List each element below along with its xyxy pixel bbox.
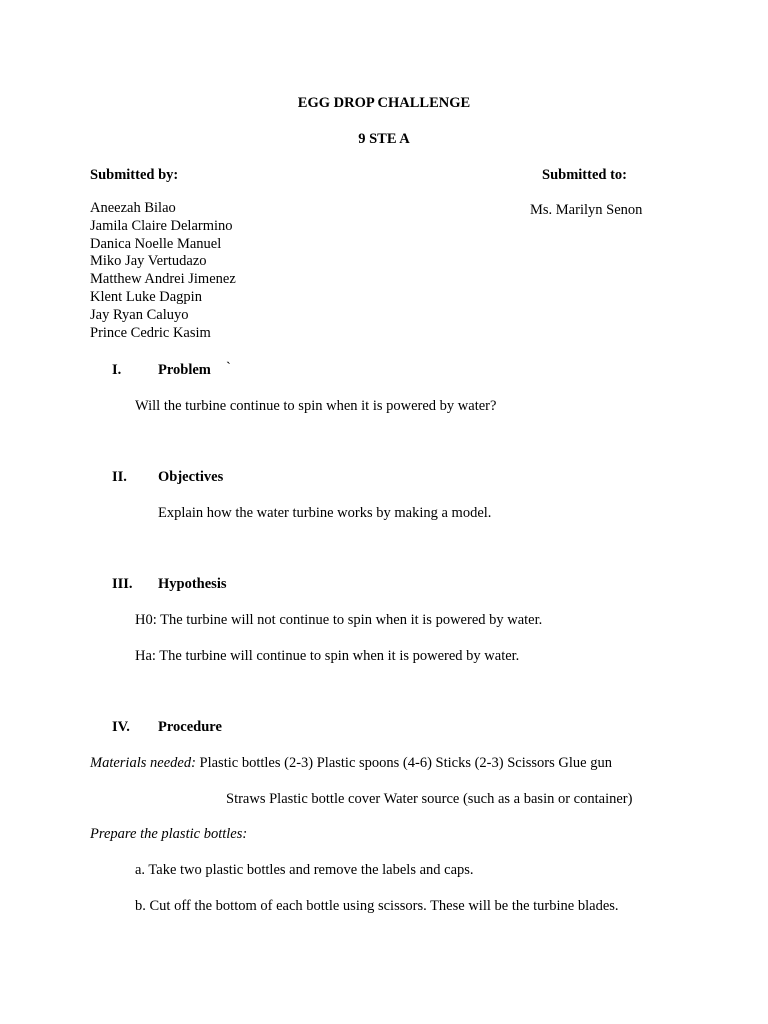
submitted-to-label: Submitted to: bbox=[542, 167, 627, 183]
objectives-text: Explain how the water turbine works by making a model. bbox=[158, 505, 492, 521]
member-name: Matthew Andrei Jimenez bbox=[90, 271, 236, 288]
null-hypothesis: H0: The turbine will not continue to spin when it is powered by water. bbox=[135, 612, 543, 628]
materials-list-1: Plastic bottles (2-3) Plastic spoons (4-6) Sticks (2-3) Scissors Glue gun bbox=[199, 755, 612, 771]
materials-line-1 bbox=[90, 754, 612, 772]
section-numeral-objectives: II. bbox=[112, 469, 127, 485]
procedure-step-a: a. Take two plastic bottles and remove the labels and caps. bbox=[135, 862, 474, 878]
stray-mark: ` bbox=[226, 360, 231, 376]
member-list bbox=[90, 200, 236, 342]
materials-list-2: Straws Plastic bottle cover Water source (such as a basin or container) bbox=[226, 791, 633, 807]
member-name: Klent Luke Dagpin bbox=[90, 288, 202, 305]
procedure-step-b: b. Cut off the bottom of each bottle using scissors. These will be the turbine blades. bbox=[135, 898, 619, 914]
document-title: EGG DROP CHALLENGE bbox=[297, 95, 471, 111]
section-numeral-problem: I. bbox=[112, 362, 122, 378]
class-section: 9 STE A bbox=[358, 131, 410, 147]
alternative-hypothesis: Ha: The turbine will continue to spin when it is powered by water. bbox=[135, 648, 520, 664]
submitted-by-label: Submitted by: bbox=[90, 167, 179, 183]
problem-text: Will the turbine continue to spin when it is powered by water? bbox=[135, 398, 497, 414]
submitted-to-name: Ms. Marilyn Senon bbox=[530, 202, 643, 218]
section-heading-objectives: Objectives bbox=[158, 469, 224, 485]
member-name: Jamila Claire Delarmino bbox=[90, 217, 233, 234]
materials-label: Materials needed: bbox=[90, 755, 196, 771]
member-name: Danica Noelle Manuel bbox=[90, 235, 222, 252]
section-numeral-hypothesis: III. bbox=[112, 576, 133, 592]
member-name: Miko Jay Vertudazo bbox=[90, 253, 207, 270]
section-numeral-procedure: IV. bbox=[112, 719, 130, 735]
member-name: Prince Cedric Kasim bbox=[90, 324, 211, 341]
section-heading-hypothesis: Hypothesis bbox=[158, 576, 227, 592]
section-heading-procedure: Procedure bbox=[158, 719, 222, 735]
member-name: Aneezah Bilao bbox=[90, 200, 176, 216]
prepare-label: Prepare the plastic bottles: bbox=[90, 826, 248, 842]
section-heading-problem: Problem bbox=[158, 362, 211, 378]
member-name: Jay Ryan Caluyo bbox=[90, 306, 189, 323]
